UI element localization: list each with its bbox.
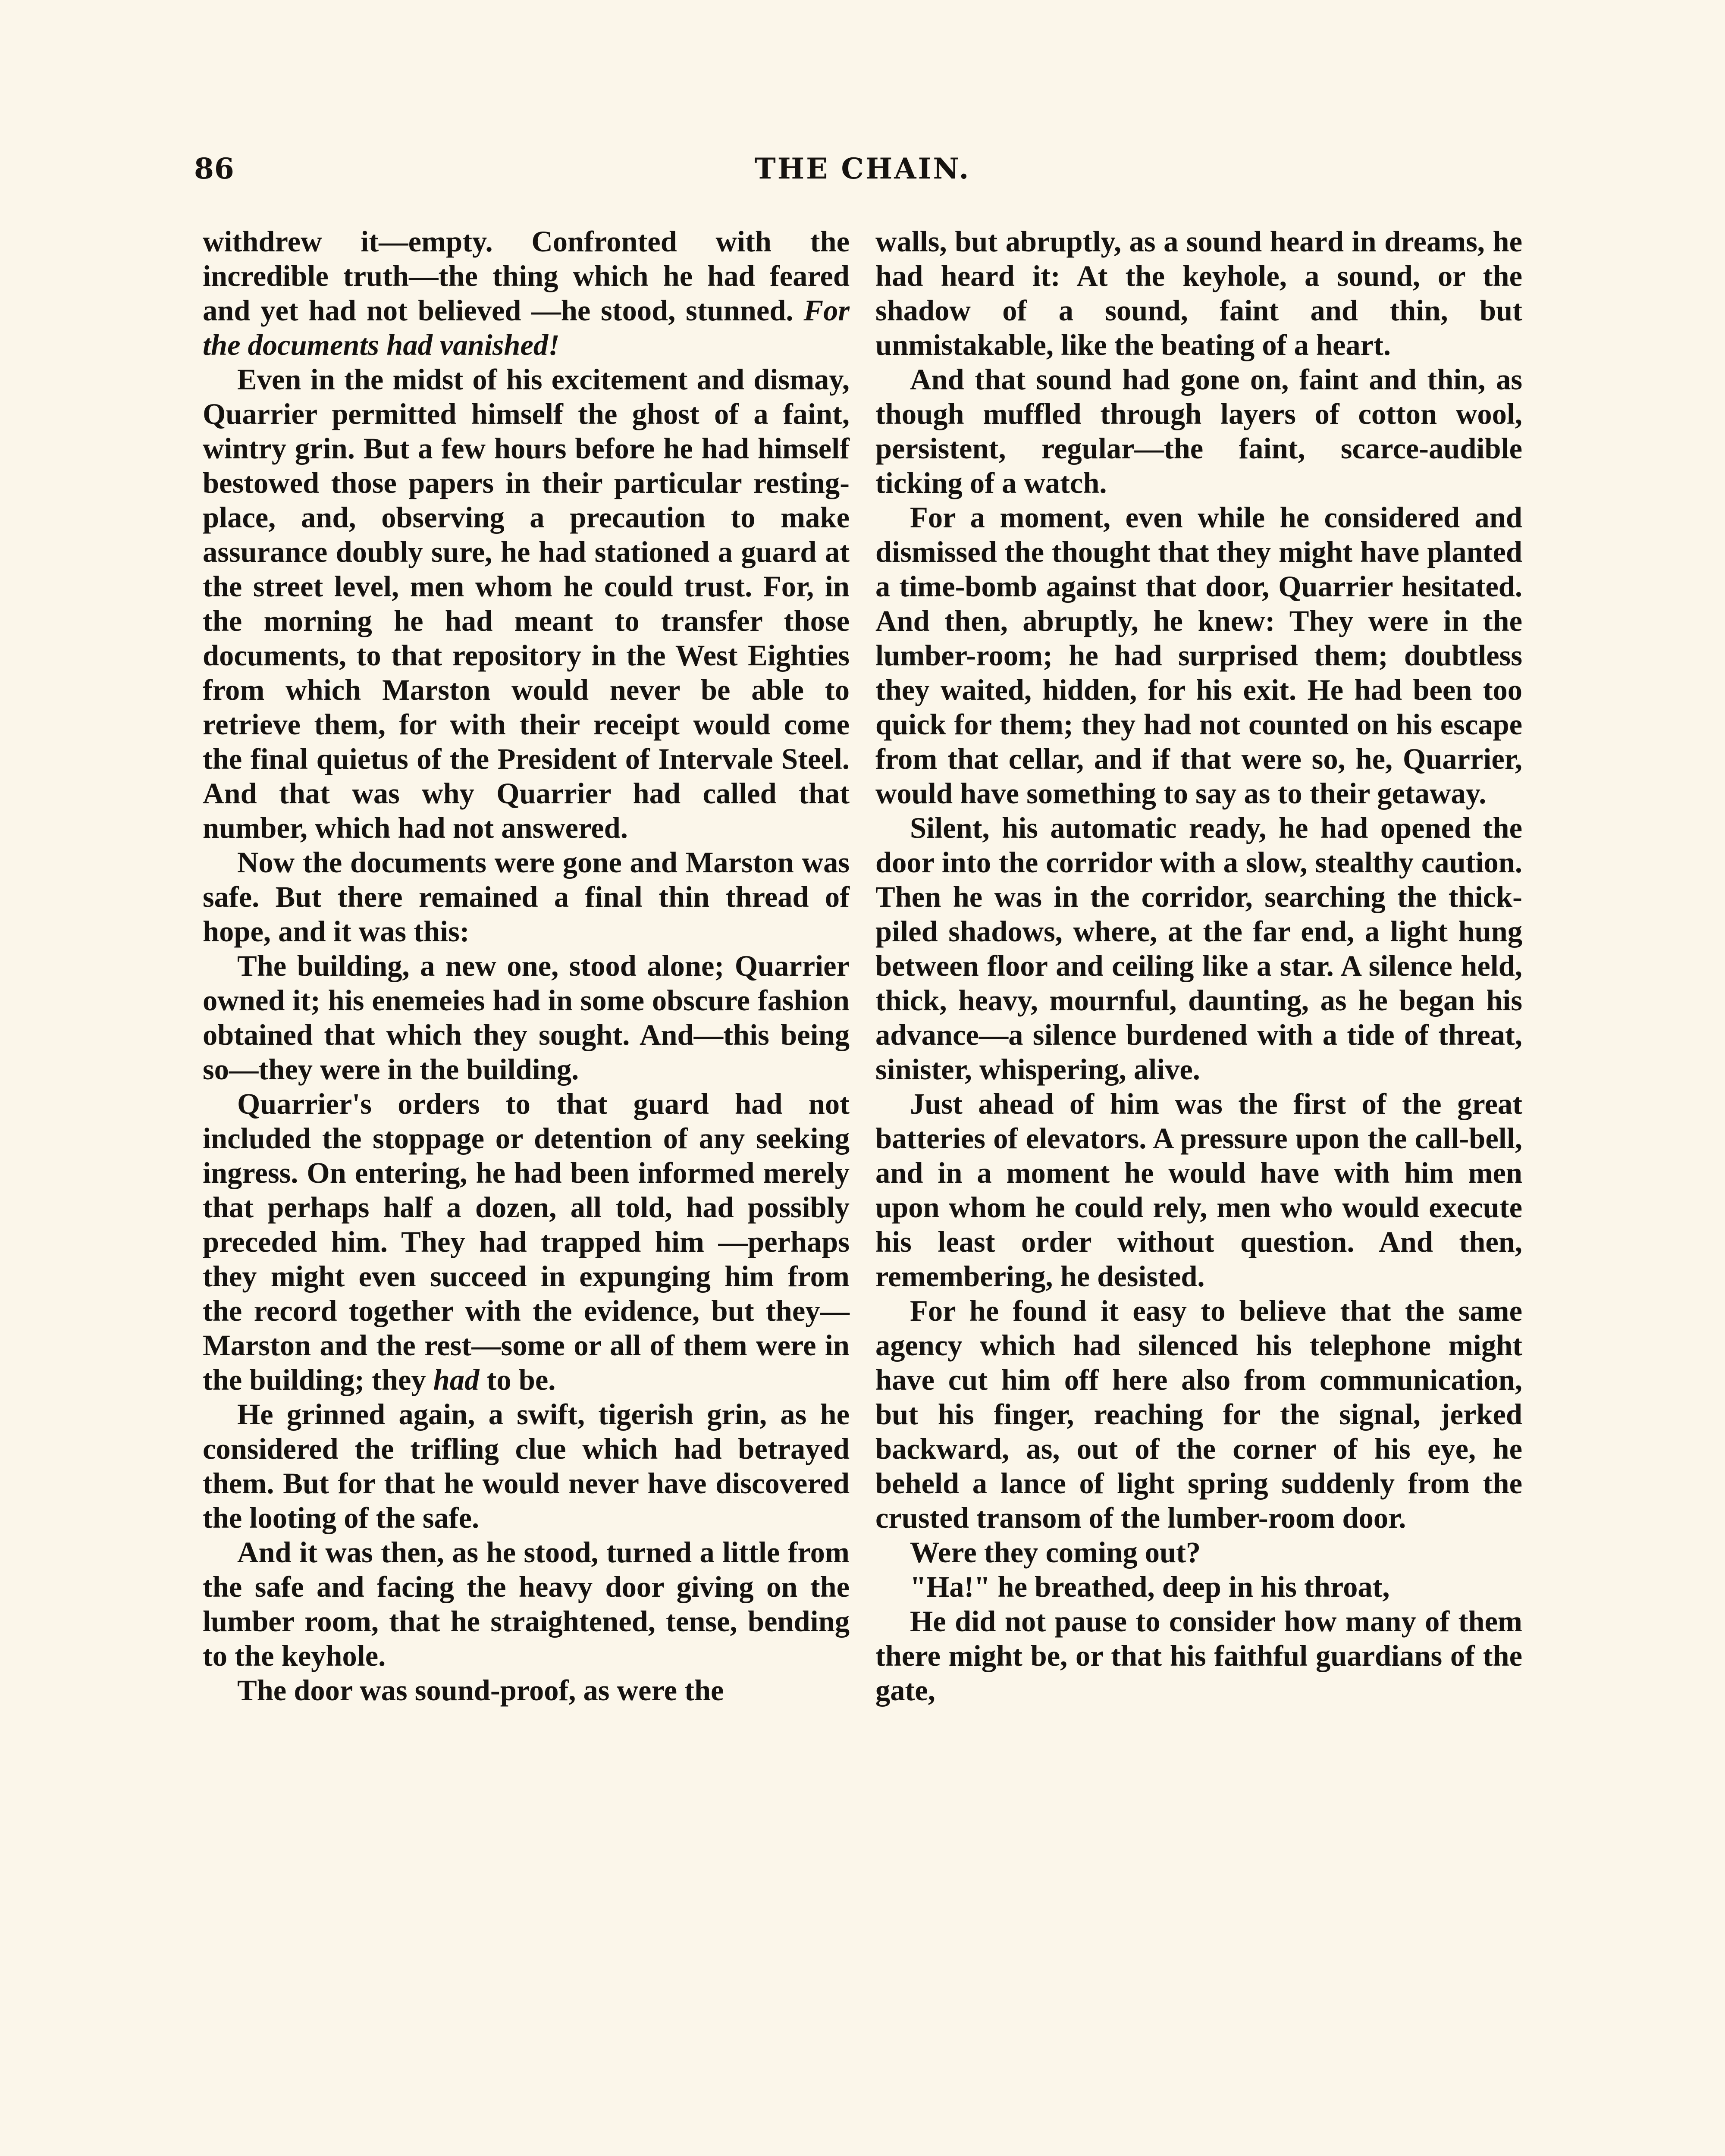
paragraph: For a moment, even while he considered and dismissed the thought that they might have planted a time-bomb against that door, Quarrier hesitated. And then, abruptly, he knew: They were in the lumber-room; he had surprised them; doubtless they waited, hidden, for his exit. He had been too quick for them; they had not counted on his escape from that cellar, and if that were so, he, Quarrier, would have something to say as to their getaway. — [875, 501, 1522, 810]
paragraph: The building, a new one, stood alone; Quarrier owned it; his enemeies had in some obscure fashion obtained that which they sought. And—this being so—they were in the building. — [203, 950, 850, 1086]
paragraph: The door was sound-proof, as were the — [237, 1674, 724, 1707]
paragraph — [203, 1087, 850, 1397]
paragraph-text: to be. — [479, 1363, 556, 1396]
paragraph: He grinned again, a swift, tigerish grin, as he considered the trifling clue which had betrayed them. But for that he would never have discovered the looting of the safe. — [203, 1398, 850, 1534]
paragraph: And it was then, as he stood, turned a little from the safe and facing the heavy door giving on the lumber room, that he straightened, tense, bending to the keyhole. — [203, 1536, 850, 1672]
left-column — [203, 224, 850, 1708]
paragraph-text: withdrew it—empty. Confronted with the incredible truth—the thing which he had feared and yet had not believed —he stood, stunned. — [203, 225, 850, 327]
paragraph: Silent, his automatic ready, he had opened the door into the corridor with a slow, stealthy caution. Then he was in the corridor, searching the thick-piled shadows, where, at the far end, a light hung between floor and ceiling like a star. A silence held, thick, heavy, mournful, daunting, as he began his advance—a silence burdened with a tide of threat, sinister, whispering, alive. — [875, 812, 1522, 1086]
paragraph: Even in the midst of his excitement and dismay, Quarrier permitted himself the ghost of a faint, wintry grin. But a few hours before he had himself bestowed those papers in their particular resting-place, and, observing a precaution to make assurance doubly sure, he had stationed a guard at the street level, men whom he could trust. For, in the morning he had meant to transfer those documents, to that repository in the West Eighties from which Marston would never be able to retrieve them, for with their receipt would come the final quietus of the President of Intervale Steel. And that was why Quarrier had called that number, which had not answered. — [203, 363, 850, 844]
paragraph: He did not pause to consider how many of them there might be, or that his faithful guardians of the gate, — [875, 1605, 1522, 1707]
italic-text: For the documents had vanished! — [203, 294, 850, 361]
paragraph: walls, but abruptly, as a sound heard in dreams, he had heard it: At the keyhole, a sound, or the shadow of a sound, faint and thin, but unmistakable, like the beating of a heart. — [875, 225, 1522, 361]
paragraph: And that sound had gone on, faint and thin, as though muffled through layers of cotton wool, persistent, regular—the faint, scarce-audible ticking of a watch. — [875, 363, 1522, 499]
page-number: 86 — [194, 152, 235, 185]
paragraph: "Ha!" he breathed, deep in his throat, — [910, 1570, 1390, 1603]
italic-text: had — [433, 1363, 480, 1396]
paragraph: For he found it easy to believe that the same agency which had silenced his telephone might have cut him off here also from communication, but his finger, reaching for the signal, jerked backward, as, out of the corner of his eye, he beheld a lance of light spring suddenly from the crusted transom of the lumber-room door. — [875, 1294, 1522, 1534]
right-column — [875, 224, 1522, 1708]
paragraph: Now the documents were gone and Marston was safe. But there remained a final thin thread of hope, and it was this: — [203, 846, 850, 948]
paragraph — [203, 224, 850, 362]
paragraph: Just ahead of him was the first of the great batteries of elevators. A pressure upon the call-bell, and in a moment he would have with him men upon whom he could rely, men who would execute his least order without question. And then, remembering, he desisted. — [875, 1087, 1522, 1293]
running-head: THE CHAIN. — [754, 152, 971, 185]
paragraph-text: Quarrier's orders to that guard had not included the stoppage or detention of any seeking ingress. On entering, he had been informed merely that perhaps half a dozen, all told, had possibly preceded him. They had trapped him —perhaps they might even succeed in expunging him from the record together with the evidence, but they— Marston and the rest—some or all of them were in the building; they — [203, 1087, 850, 1396]
paragraph: Were they coming out? — [910, 1536, 1201, 1569]
